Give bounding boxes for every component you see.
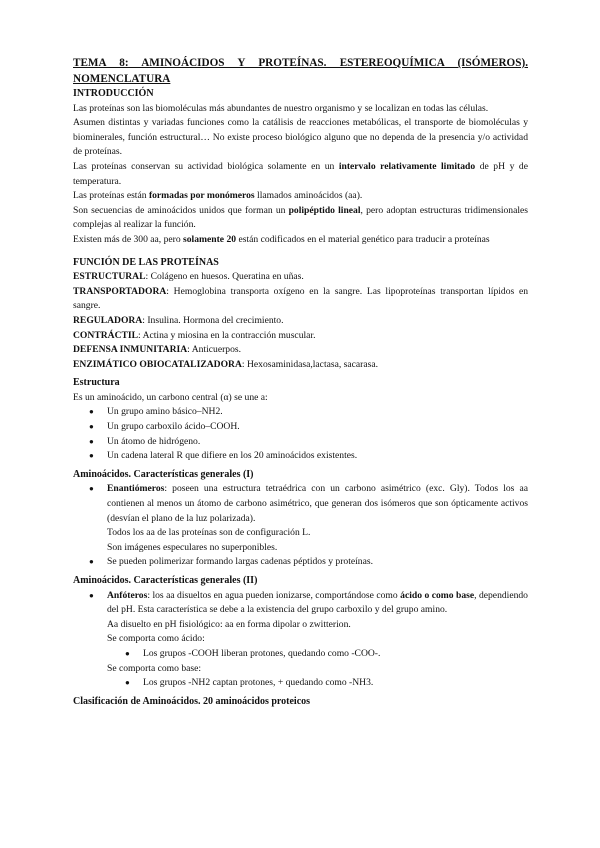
structure-list xyxy=(73,405,528,463)
function-item: REGULADORA: Insulina. Hormona del crecimiento. xyxy=(73,314,284,326)
list-item-line: Aa disuelto en pH fisiológico: aa en forma dipolar o zwitterion. xyxy=(107,618,351,630)
list-item: ● Un grupo amino básico–NH2. xyxy=(107,405,528,420)
list-item-line: Se comporta como base: xyxy=(107,662,202,674)
list-item-line: Son imágenes especulares no superponibles. xyxy=(107,541,278,553)
intro-paragraph-6: Existen más de 300 aa, pero solamente 20 están codificados en el material genético para traducir a proteínas xyxy=(73,233,490,245)
function-item: DEFENSA INMUNITARIA: Anticuerpos. xyxy=(73,344,241,356)
characteristics-1-list xyxy=(73,482,528,570)
classification-heading: Clasificación de Aminoácidos. 20 aminoácidos proteicos xyxy=(73,695,311,707)
list-item-line: Todos los aa de las proteínas son de configuración L. xyxy=(107,527,311,539)
acid-sublist xyxy=(73,647,528,662)
intro-paragraph-3: Las proteínas conservan su actividad biológica solamente en un intervalo relativamente limitado de pH y de temperatura. xyxy=(73,160,528,187)
intro-paragraph-1: Las proteínas son las biomoléculas más abundantes de nuestro organismo y se localizan en todas las células. xyxy=(73,102,489,114)
list-item: ● Un átomo de hidrógeno. xyxy=(107,435,528,450)
intro-heading: INTRODUCCIÓN xyxy=(73,88,154,99)
function-item: ESTRUCTURAL: Colágeno en huesos. Queratina en uñas. xyxy=(73,271,304,283)
document-title: TEMA 8: AMINOÁCIDOS Y PROTEÍNAS. ESTEREOQUÍMICA (ISÓMEROS). NOMENCLATURA xyxy=(73,57,528,85)
function-item: TRANSPORTADORA: Hemoglobina transporta oxígeno en la sangre. Las lipoproteínas transportan lípidos en sangre. xyxy=(73,285,528,312)
list-item: ● Anfóteros: los aa disueltos en agua pueden ionizarse, comportándose como ácido o como base, dependiendo del pH. Esta característica se debe a la existencia del grupo carboxilo y del grupo amino. Aa disuelto en pH fisiológico: aa en forma dipolar o zwitterion. Se comporta como ácido: xyxy=(107,589,528,647)
characteristics-2-list xyxy=(73,589,528,647)
intro-paragraph-4: Las proteínas están formadas por monómeros llamados aminoácidos (aa). xyxy=(73,190,363,202)
structure-heading: Estructura xyxy=(73,377,120,389)
characteristics-1-heading: Aminoácidos. Características generales (I) xyxy=(73,468,254,480)
list-item: ● Enantiómeros: poseen una estructura tetraédrica con un carbono asimétrico (exc. Gly). Todos los aa contienen al menos un átomo de carbono asimétrico, que generan dos isómeros que son ópticamente activos (desvían el plano de la luz polarizada). Todos los aa de las proteínas son de configuración L. Son imágenes especulares no superponibles. xyxy=(107,482,528,555)
list-item: ● Un cadena lateral R que difiere en los 20 aminoácidos existentes. xyxy=(107,449,528,464)
list-item-line: Se comporta como ácido: xyxy=(107,633,205,645)
list-item: ● Los grupos -NH2 captan protones, + quedando como -NH3. xyxy=(143,676,528,691)
list-item: ● Se pueden polimerizar formando largas cadenas péptidos y proteínas. xyxy=(107,555,528,570)
intro-paragraph-2: Asumen distintas y variadas funciones como la catálisis de reacciones metabólicas, el transporte de biomoléculas y biominerales, función estructural… No existe proceso biológico alguno que no dependa de la presencia y/o actividad de proteínas. xyxy=(73,117,528,158)
list-item: ● Un grupo carboxilo ácido–COOH. xyxy=(107,420,528,435)
intro-paragraph-5: Son secuencias de aminoácidos unidos que forman un polipéptido lineal, pero adoptan estructuras tridimensionales complejas al realizar la función. xyxy=(73,204,528,231)
document-page xyxy=(73,56,528,709)
function-item: ENZIMÁTICO OBIOCATALIZADORA: Hexosaminidasa,lactasa, sacarasa. xyxy=(73,358,379,370)
base-sublist xyxy=(73,676,528,691)
characteristics-2-heading: Aminoácidos. Características generales (II) xyxy=(73,575,258,586)
function-heading: FUNCIÓN DE LAS PROTEÍNAS xyxy=(73,256,219,268)
structure-intro: Es un aminoácido, un carbono central (α) se une a: xyxy=(73,391,268,403)
function-item: CONTRÁCTIL: Actina y miosina en la contracción muscular. xyxy=(73,329,316,341)
list-item: ● Los grupos -COOH liberan protones, quedando como -COO-. xyxy=(143,647,528,662)
